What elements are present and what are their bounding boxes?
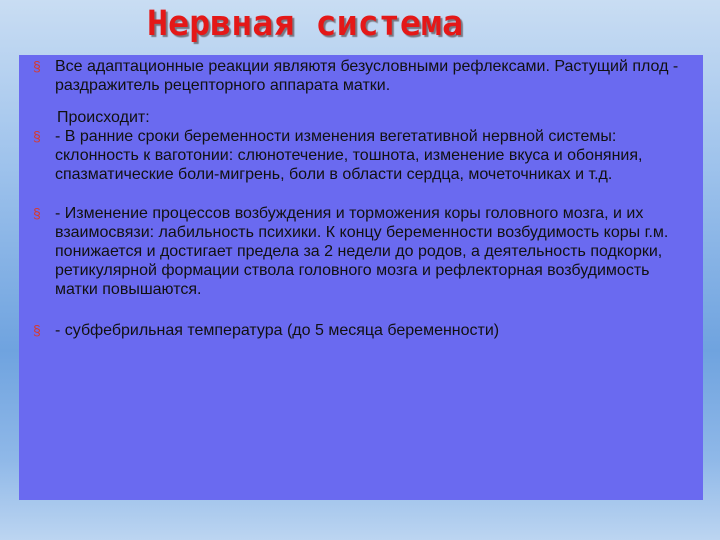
bullet-text-adaptation: Все адаптационные реакции являютя безусловными рефлексами. Растущий плод - раздражитель рецепторного аппарата матки. xyxy=(55,58,679,94)
bullet-item-cortex xyxy=(33,204,691,299)
bullet-item-temperature xyxy=(33,321,691,340)
bullet-text-vegetative: - В ранние сроки беременности изменения вегетативной нервной системы: склонность к ваготонии: слюнотечение, тошнота, изменение вкуса и обоняния, спазматические боли-мигрень, боли в области сердца, мочеточниках и т.д. xyxy=(55,128,643,183)
bullet-text-temperature: - субфебрильная температура (до 5 месяца беременности) xyxy=(55,322,500,339)
bullet-item-vegetative xyxy=(33,127,691,184)
bullet-marker-icon: § xyxy=(33,58,41,74)
bullet-marker-icon: § xyxy=(33,322,41,338)
bullet-text-cortex: - Изменение процессов возбуждения и торможения коры головного мозга, и их взаимосвязи: лабильность психики. К концу беременности возбудимость коры г.м. понижается и достигает предела за 2 недели до родов, а деятельность подкорки, ретикулярной формации ствола головного мозга и рефлекторная возбудимость матки повышаются. xyxy=(55,205,669,298)
bullet-item-adaptation xyxy=(33,57,691,95)
bullet-marker-icon: § xyxy=(33,128,41,144)
intro-text: Происходит: xyxy=(57,109,150,126)
bullet-marker-icon: § xyxy=(33,205,41,221)
slide-title: Нервная система xyxy=(146,4,464,44)
content-box xyxy=(19,55,703,500)
